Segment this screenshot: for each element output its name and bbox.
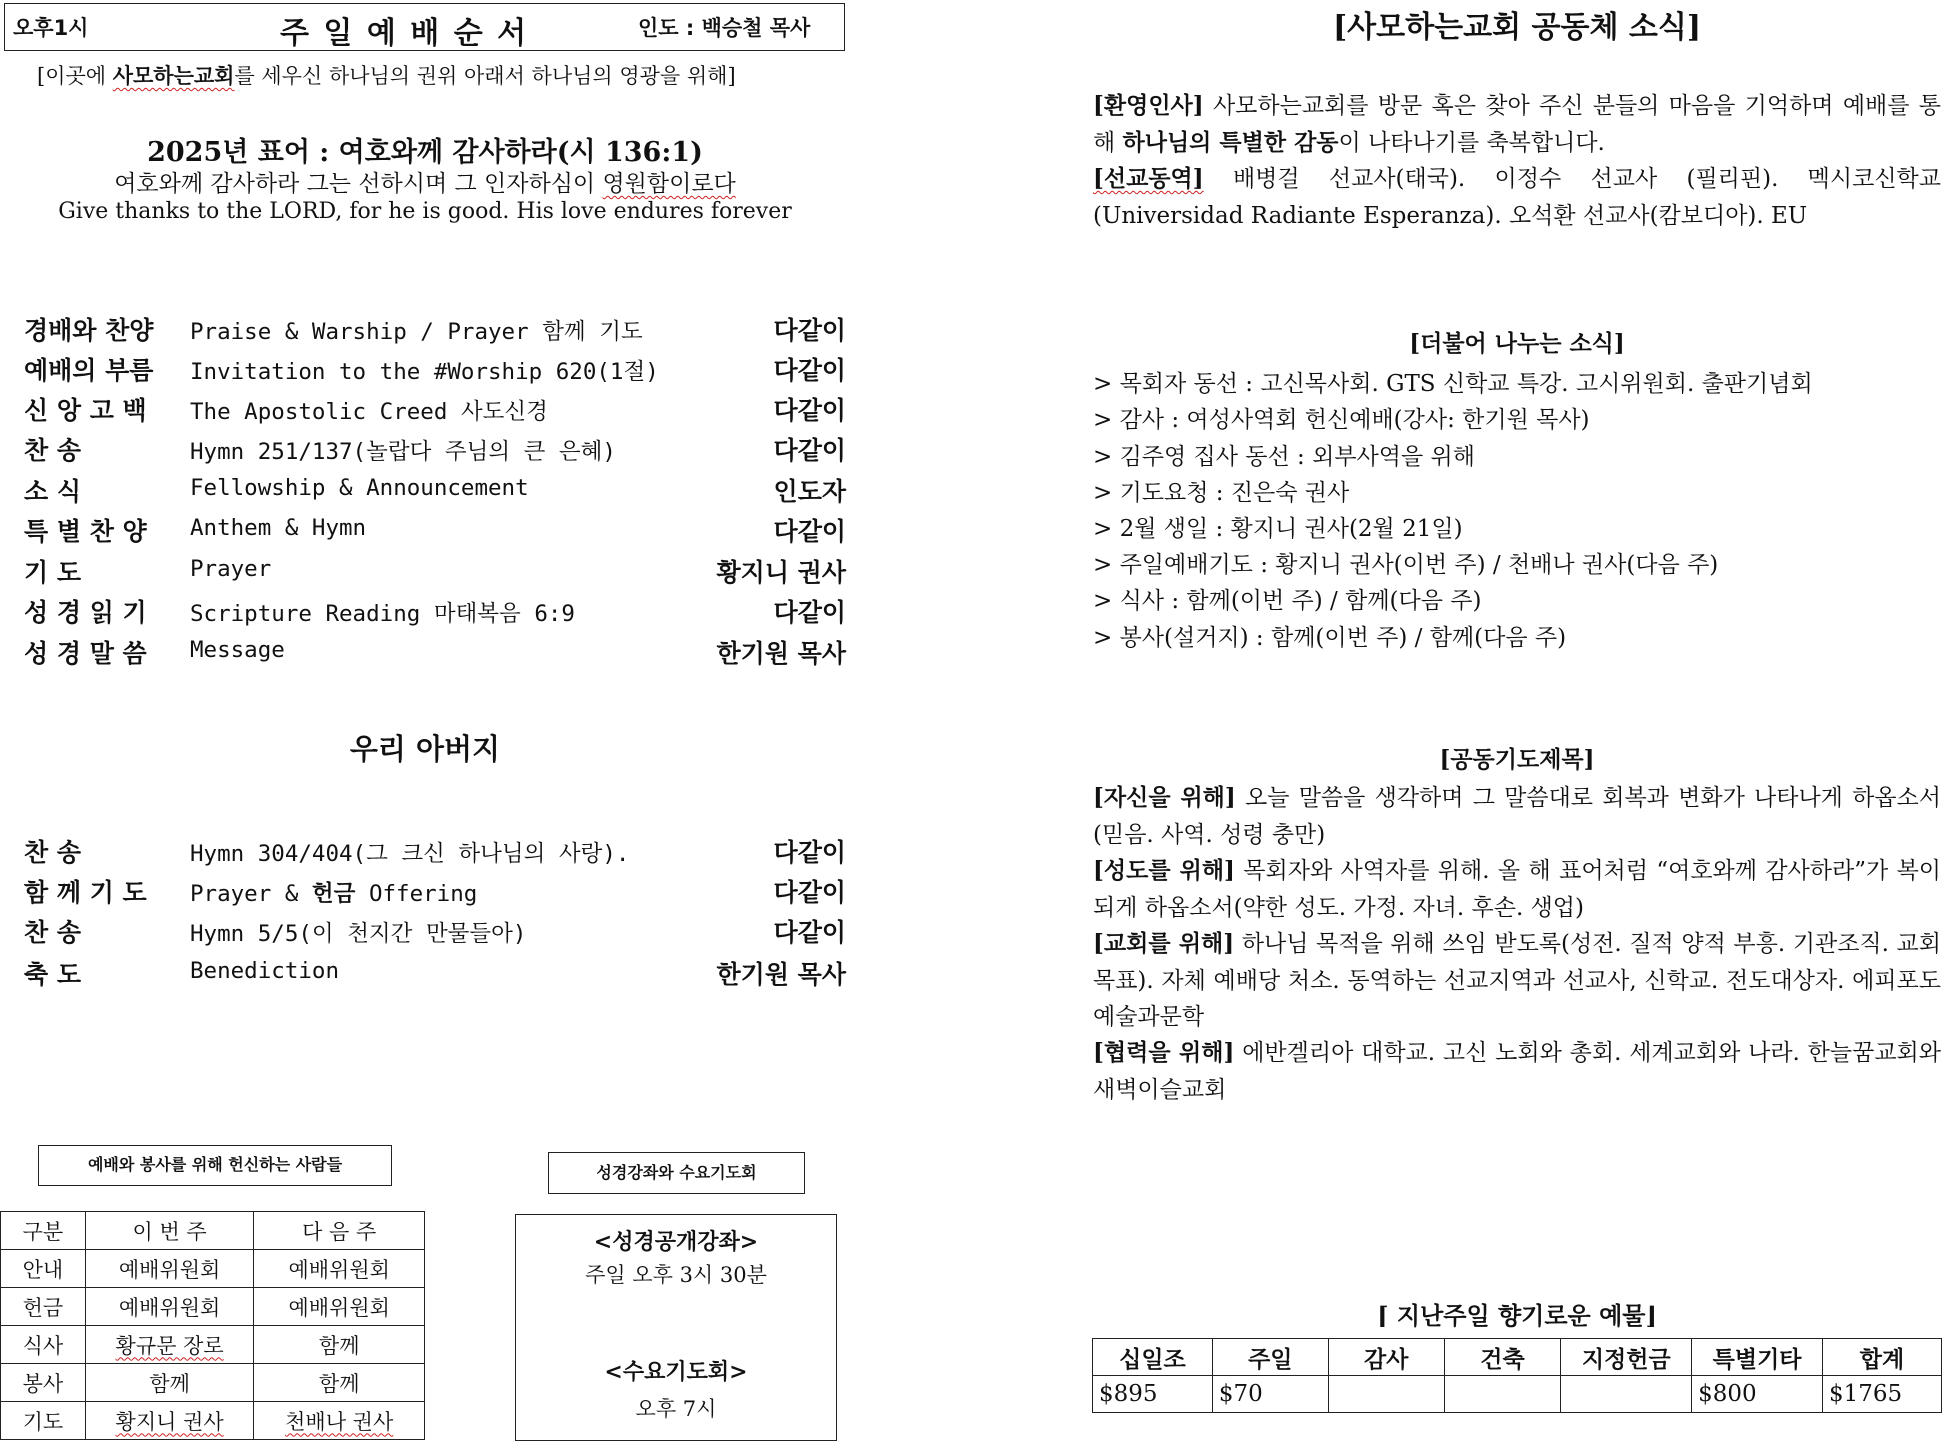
list-item: > 감사 : 여성사역회 헌신예배(강사: 한기원 목사) bbox=[1093, 407, 1590, 433]
list-item: > 2월 생일 : 황지니 권사(2월 21일) bbox=[1093, 516, 1463, 542]
order-description-post: Offering bbox=[355, 881, 478, 907]
table-row bbox=[1, 1364, 425, 1402]
welcome-text-end: 이 나타나기를 축복합니다. bbox=[1338, 129, 1605, 156]
order-description: Benediction bbox=[190, 958, 340, 984]
prayer-topic-text: 에반겔리아 대학교. 고신 노회와 총회. 세계교회와 나라. 한늘꿈교회와 새벽이슬교회 bbox=[1093, 1040, 1941, 1103]
order-category: 함 께 기 도 bbox=[24, 878, 147, 907]
order-description: Hymn 304/404(그 크신 하나님의 사랑). bbox=[190, 841, 630, 867]
motto-english: Give thanks to the LORD, for he is good. His love endures forever bbox=[58, 199, 792, 224]
table-cell: 헌금 bbox=[1, 1288, 86, 1326]
order-category: 찬 송 bbox=[24, 436, 82, 465]
order-category: 특 별 찬 양 bbox=[24, 517, 147, 546]
table-cell: 기도 bbox=[1, 1402, 86, 1440]
list-item: > 주일예배기도 : 황지니 권사(이번 주) / 천배나 권사(다음 주) bbox=[1093, 552, 1719, 578]
order-row bbox=[24, 351, 846, 387]
order-row bbox=[24, 913, 846, 949]
order-category: 찬 송 bbox=[24, 838, 82, 867]
table-cell: 예배위원회 bbox=[85, 1250, 254, 1288]
order-row bbox=[24, 512, 846, 548]
table-cell: $1765 bbox=[1823, 1376, 1942, 1413]
order-category: 기 도 bbox=[24, 558, 82, 587]
table-row bbox=[1093, 1376, 1942, 1413]
table-cell: 함께 bbox=[85, 1364, 254, 1402]
welcome-emphasis: 하나님의 특별한 감동 bbox=[1122, 128, 1339, 156]
prayer-topic-label: [성도를 위해] bbox=[1093, 857, 1235, 884]
order-leader: 다같이 bbox=[773, 878, 846, 907]
table-header-cell: 주일 bbox=[1212, 1339, 1328, 1376]
order-leader: 다같이 bbox=[773, 316, 846, 345]
table-cell: $895 bbox=[1093, 1376, 1213, 1413]
table-cell-text: 황지니 권사 bbox=[115, 1409, 224, 1434]
table-header-cell: 다 음 주 bbox=[254, 1212, 425, 1250]
table-cell bbox=[254, 1402, 425, 1440]
order-row bbox=[24, 431, 846, 467]
order-row bbox=[24, 311, 846, 347]
table-cell bbox=[1328, 1376, 1444, 1413]
table-header-cell: 이 번 주 bbox=[85, 1212, 254, 1250]
order-description bbox=[190, 876, 477, 908]
table-row bbox=[1, 1326, 425, 1364]
motto-title: 2025년 표어 : 여호와께 감사하라(시 136:1) bbox=[147, 137, 703, 168]
shared-news-title: [더불어 나누는 소식] bbox=[1409, 330, 1625, 357]
table-row bbox=[1, 1250, 425, 1288]
order-description: Prayer bbox=[190, 556, 272, 582]
table-cell: 예배위원회 bbox=[254, 1288, 425, 1326]
order-leader: 다같이 bbox=[773, 356, 846, 385]
order-description: Hymn 251/137(놀랍다 주님의 큰 은혜) bbox=[190, 439, 616, 465]
prayer-topic bbox=[1093, 780, 1941, 853]
staff-table bbox=[0, 1211, 425, 1440]
motto-korean bbox=[0, 165, 850, 198]
prayer-topic-label: [교회를 위해] bbox=[1093, 930, 1235, 957]
order-row bbox=[24, 955, 846, 991]
order-description: Anthem & Hymn bbox=[190, 515, 367, 541]
order-category: 성 경 읽 기 bbox=[24, 598, 147, 627]
table-cell: 안내 bbox=[1, 1250, 86, 1288]
offering-table bbox=[1092, 1338, 1942, 1413]
order-row bbox=[24, 873, 846, 909]
table-header-cell: 십일조 bbox=[1093, 1339, 1213, 1376]
order-category: 성 경 말 씀 bbox=[24, 639, 147, 668]
order-description: Praise & Warship / Prayer 함께 기도 bbox=[190, 319, 643, 345]
prayer-topic-text: 목회자와 사역자를 위해. 올 해 표어처럼 “여호와께 감사하라”가 복이 되게 하옵소서(약한 성도. 가정. 자녀. 후손. 생업) bbox=[1093, 858, 1941, 921]
table-cell: 예배위원회 bbox=[254, 1250, 425, 1288]
prayer-topic bbox=[1093, 926, 1941, 1036]
order-category: 소 식 bbox=[24, 477, 82, 506]
table-cell bbox=[1561, 1376, 1692, 1413]
order-category: 신 앙 고 백 bbox=[24, 396, 147, 425]
table-header-cell: 특별기타 bbox=[1692, 1339, 1823, 1376]
service-time: 오후1시 bbox=[13, 16, 89, 40]
intro-church-name: 사모하는교회 bbox=[112, 63, 235, 88]
order-category: 예배의 부름 bbox=[24, 356, 154, 385]
bible-study-title: 성경강좌와 수요기도회 bbox=[548, 1152, 805, 1194]
order-leader: 한기원 목사 bbox=[716, 960, 846, 989]
order-row bbox=[24, 472, 846, 508]
welcome-text: 사모하는교회를 방문 혹은 찾아 주신 분들의 마음을 기억하며 예배를 통해 bbox=[1093, 93, 1941, 156]
prayer-topic-text: 하나님 목적을 위해 쓰임 받도록(성전. 질적 양적 부흥. 기관조직. 교회 목표). 자체 예배당 처소. 동역하는 선교지역과 선교사, 신학교. 전도대상자. 에피포도예술과문학 bbox=[1093, 931, 1941, 1030]
order-leader: 다같이 bbox=[773, 918, 846, 947]
staff-title: 예배와 봉사를 위해 헌신하는 사람들 bbox=[38, 1145, 392, 1186]
prayer-topic bbox=[1093, 1035, 1941, 1108]
order-leader: 다같이 bbox=[773, 838, 846, 867]
order-row bbox=[24, 634, 846, 670]
table-cell: 봉사 bbox=[1, 1364, 86, 1402]
worship-header-box bbox=[4, 3, 845, 51]
motto-korean-text: 여호와께 감사하라 그는 선하시며 그 인자하심이 bbox=[114, 171, 603, 197]
order-leader: 인도자 bbox=[773, 477, 846, 506]
prayer-topic-label: [협력을 위해] bbox=[1093, 1039, 1235, 1066]
order-description: Message bbox=[190, 637, 285, 663]
order-row bbox=[24, 553, 846, 589]
table-row bbox=[1, 1288, 425, 1326]
motto-korean-wavy: 영원함이로다 bbox=[602, 171, 736, 197]
table-cell bbox=[85, 1326, 254, 1364]
table-cell bbox=[85, 1402, 254, 1440]
order-row bbox=[24, 833, 846, 869]
list-item: > 기도요청 : 진은숙 권사 bbox=[1093, 480, 1350, 506]
order-category: 축 도 bbox=[24, 960, 82, 989]
table-header-cell: 지정헌금 bbox=[1561, 1339, 1692, 1376]
order-leader: 다같이 bbox=[773, 396, 846, 425]
welcome-label: [환영인사] bbox=[1093, 92, 1204, 119]
table-cell: $70 bbox=[1212, 1376, 1328, 1413]
table-cell: 함께 bbox=[254, 1364, 425, 1402]
offering-title: ⌈ 지난주일 향기로운 예물⌋ bbox=[1377, 1301, 1657, 1330]
order-description: Invitation to the #Worship 620(1절) bbox=[190, 359, 659, 385]
mission-paragraph bbox=[1093, 161, 1941, 234]
lords-prayer-title: 우리 아버지 bbox=[349, 732, 501, 766]
order-leader: 한기원 목사 bbox=[716, 639, 846, 668]
table-row bbox=[1093, 1339, 1942, 1376]
table-cell: 식사 bbox=[1, 1326, 86, 1364]
list-item: > 봉사(설거지) : 함께(이번 주) / 함께(다음 주) bbox=[1093, 625, 1567, 651]
order-description-offering: 헌금 bbox=[311, 881, 356, 907]
list-item: > 목회자 동선 : 고신목사회. GTS 신학교 특강. 고시위원회. 출판기념회 bbox=[1093, 371, 1813, 397]
order-description: Hymn 5/5(이 천지간 만물들아) bbox=[190, 921, 527, 947]
order-description: The Apostolic Creed 사도신경 bbox=[190, 399, 548, 425]
mission-label: [선교동역] bbox=[1093, 165, 1204, 192]
table-header-cell: 건축 bbox=[1444, 1339, 1561, 1376]
table-cell: $800 bbox=[1692, 1376, 1823, 1413]
mission-text: 배병걸 선교사(태국). 이정수 선교사 (필리핀). 멕시코신학교(Universidad Radiante Esperanza). 오석환 선교사(캄보디아). EU bbox=[1093, 166, 1941, 229]
order-category: 경배와 찬양 bbox=[24, 316, 154, 345]
table-cell: 함께 bbox=[254, 1326, 425, 1364]
list-item: > 김주영 집사 동선 : 외부사역을 위해 bbox=[1093, 444, 1475, 470]
prayer-topic-label: [자신을 위해] bbox=[1093, 784, 1236, 811]
table-row bbox=[1, 1402, 425, 1440]
table-cell: 예배위원회 bbox=[85, 1288, 254, 1326]
intro-statement bbox=[37, 60, 736, 90]
worship-order-title: 주 일 예 배 순 서 bbox=[280, 16, 529, 51]
intro-rest: 를 세우신 하나님의 권위 아래서 하나님의 영광을 위해] bbox=[234, 64, 736, 88]
table-row bbox=[1, 1212, 425, 1250]
table-cell-text: 천배나 권사 bbox=[285, 1409, 394, 1434]
prayer-topic-text: 오늘 말씀을 생각하며 그 말씀대로 회복과 변화가 나타나게 하옵소서(믿음. 사역. 성령 충만) bbox=[1093, 785, 1941, 848]
table-header-cell: 구분 bbox=[1, 1212, 86, 1250]
table-cell bbox=[1444, 1376, 1561, 1413]
table-header-cell: 감사 bbox=[1328, 1339, 1444, 1376]
wed-prayer-title: <수요기도회> bbox=[604, 1359, 748, 1385]
table-header-cell: 합계 bbox=[1823, 1339, 1942, 1376]
table-cell-text: 황규문 장로 bbox=[115, 1333, 224, 1358]
welcome-paragraph bbox=[1093, 88, 1941, 161]
prayer-topics-title: [공동기도제목] bbox=[1439, 746, 1595, 773]
community-news-title: [사모하는교회 공동체 소식] bbox=[1332, 10, 1702, 45]
open-lecture-title: <성경공개강좌> bbox=[593, 1229, 759, 1255]
order-leader: 다같이 bbox=[773, 598, 846, 627]
order-leader: 다같이 bbox=[773, 436, 846, 465]
order-category: 찬 송 bbox=[24, 918, 82, 947]
service-leader: 인도 : 백승철 목사 bbox=[638, 16, 811, 40]
order-leader: 황지니 권사 bbox=[716, 558, 846, 587]
prayer-topic bbox=[1093, 853, 1941, 926]
open-lecture-time: 주일 오후 3시 30분 bbox=[585, 1263, 767, 1287]
order-row bbox=[24, 391, 846, 427]
intro-open: [이곳에 bbox=[37, 64, 113, 88]
order-description-pre: Prayer & bbox=[190, 881, 312, 907]
order-description: Scripture Reading 마태복음 6:9 bbox=[190, 601, 575, 627]
order-description: Fellowship & Announcement bbox=[190, 475, 529, 501]
order-leader: 다같이 bbox=[773, 517, 846, 546]
bible-study-box bbox=[515, 1214, 837, 1441]
list-item: > 식사 : 함께(이번 주) / 함께(다음 주) bbox=[1093, 588, 1482, 614]
order-row bbox=[24, 593, 846, 629]
wed-prayer-time: 오후 7시 bbox=[635, 1397, 717, 1421]
